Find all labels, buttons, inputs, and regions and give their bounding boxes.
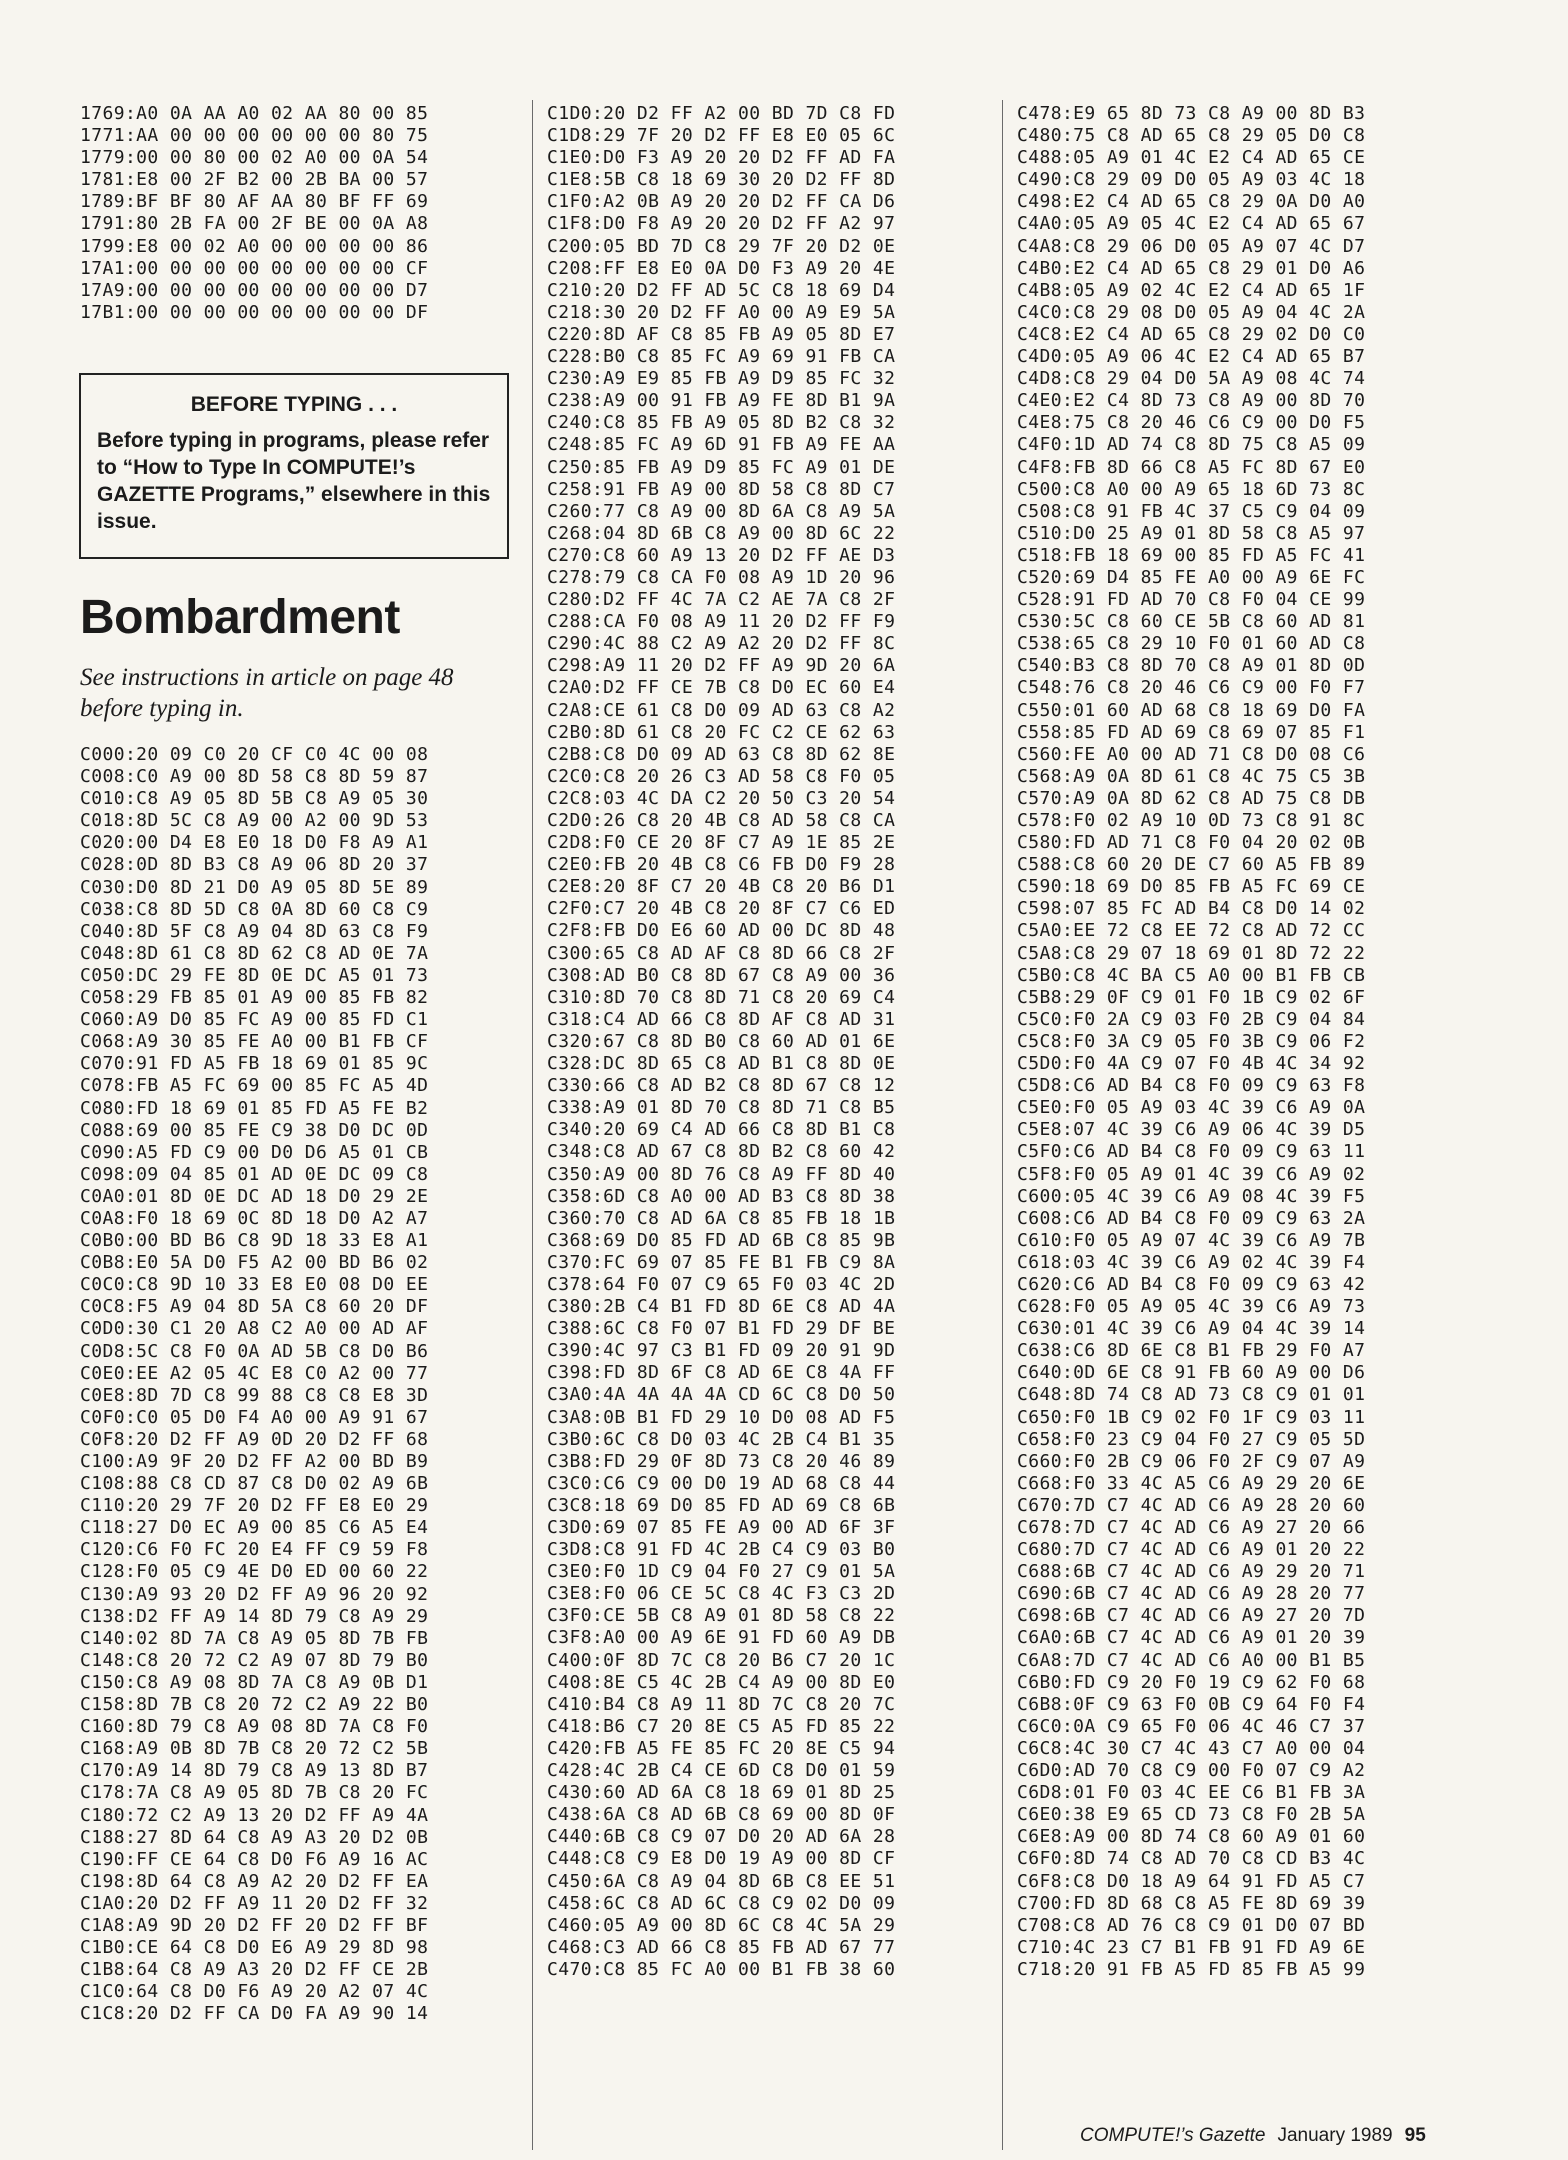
listing-line: C6E8:A9 00 8D 74 C8 60 A9 01 60 (1017, 1826, 1366, 1848)
listing-line: C260:77 C8 A9 00 8D 6A C8 A9 5A (547, 500, 896, 522)
listing-line: C0B0:00 BD B6 C8 9D 18 33 E8 A1 (80, 1230, 429, 1252)
listing-line: C6C8:4C 30 C7 4C 43 C7 A0 00 04 (1017, 1737, 1366, 1759)
listing-line: C528:91 FD AD 70 C8 F0 04 CE 99 (1017, 589, 1366, 611)
listing-line: 17B1:00 00 00 00 00 00 00 00 DF (80, 301, 429, 323)
listing-line: C170:A9 14 8D 79 C8 A9 13 8D B7 (80, 1760, 429, 1782)
listing-line: C638:C6 8D 6E C8 B1 FB 29 F0 A7 (1017, 1340, 1366, 1362)
listing-line: C648:8D 74 C8 AD 73 C8 C9 01 01 (1017, 1384, 1366, 1406)
listing-line: C188:27 8D 64 C8 A9 A3 20 D2 0B (80, 1826, 429, 1848)
listing-line: C6D8:01 F0 03 4C EE C6 B1 FB 3A (1017, 1782, 1366, 1804)
listing-line: C340:20 69 C4 AD 66 C8 8D B1 C8 (547, 1119, 896, 1141)
listing-line: C570:A9 0A 8D 62 C8 AD 75 C8 DB (1017, 787, 1366, 809)
listing-line: C280:D2 FF 4C 7A C2 AE 7A C8 2F (547, 589, 896, 611)
listing-line: C088:69 00 85 FE C9 38 D0 DC 0D (80, 1119, 429, 1141)
listing-line: C5B0:C8 4C BA C5 A0 00 B1 FB CB (1017, 964, 1366, 986)
listing-line: C630:01 4C 39 C6 A9 04 4C 39 14 (1017, 1318, 1366, 1340)
listing-line: C208:FF E8 E0 0A D0 F3 A9 20 4E (547, 257, 896, 279)
listing-line: C0E0:EE A2 05 4C E8 C0 A2 00 77 (80, 1362, 429, 1384)
listing-line: C330:66 C8 AD B2 C8 8D 67 C8 12 (547, 1075, 896, 1097)
listing-line: C180:72 C2 A9 13 20 D2 FF A9 4A (80, 1804, 429, 1826)
listing-line: C0A8:F0 18 69 0C 8D 18 D0 A2 A7 (80, 1207, 429, 1229)
listing-line: C250:85 FB A9 D9 85 FC A9 01 DE (547, 456, 896, 478)
listing-line: C408:8E C5 4C 2B C4 A9 00 8D E0 (547, 1671, 896, 1693)
listing-line: C288:CA F0 08 A9 11 20 D2 FF F9 (547, 611, 896, 633)
listing-line: C2F0:C7 20 4B C8 20 8F C7 C6 ED (547, 898, 896, 920)
listing-line: C5F8:F0 05 A9 01 4C 39 C6 A9 02 (1017, 1163, 1366, 1185)
listing-line: C130:A9 93 20 D2 FF A9 96 20 92 (80, 1583, 429, 1605)
listing-line: C0A0:01 8D 0E DC AD 18 D0 29 2E (80, 1185, 429, 1207)
listing-line: C540:B3 C8 8D 70 C8 A9 01 8D 0D (1017, 655, 1366, 677)
listing-line: C708:C8 AD 76 C8 C9 01 D0 07 BD (1017, 1914, 1366, 1936)
footer-magazine: COMPUTE!’s Gazette (1080, 2125, 1266, 2146)
listing-line: C1A0:20 D2 FF A9 11 20 D2 FF 32 (80, 1892, 429, 1914)
listing-line: C4B8:05 A9 02 4C E2 C4 AD 65 1F (1017, 279, 1366, 301)
listing-line: C1B0:CE 64 C8 D0 E6 A9 29 8D 98 (80, 1937, 429, 1959)
listing-line: C4A0:05 A9 05 4C E2 C4 AD 65 67 (1017, 213, 1366, 235)
listing-line: C588:C8 60 20 DE C7 60 A5 FB 89 (1017, 854, 1366, 876)
listing-line: C490:C8 29 09 D0 05 A9 03 4C 18 (1017, 169, 1366, 191)
listing-line: C128:F0 05 C9 4E D0 ED 00 60 22 (80, 1561, 429, 1583)
listing-line: C6E0:38 E9 65 CD 73 C8 F0 2B 5A (1017, 1804, 1366, 1826)
listing-line: C218:30 20 D2 FF A0 00 A9 E9 5A (547, 301, 896, 323)
listing-line: C518:FB 18 69 00 85 FD A5 FC 41 (1017, 544, 1366, 566)
listing-line: C500:C8 A0 00 A9 65 18 6D 73 8C (1017, 478, 1366, 500)
listing-line: C3D0:69 07 85 FE A9 00 AD 6F 3F (547, 1517, 896, 1538)
listing-line: C0E8:8D 7D C8 99 88 C8 C8 E8 3D (80, 1384, 429, 1406)
listing-line: C520:69 D4 85 FE A0 00 A9 6E FC (1017, 566, 1366, 588)
listing-line: C438:6A C8 AD 6B C8 69 00 8D 0F (547, 1804, 896, 1826)
listing-line: C2E8:20 8F C7 20 4B C8 20 B6 D1 (547, 876, 896, 898)
listing-line: C600:05 4C 39 C6 A9 08 4C 39 F5 (1017, 1185, 1366, 1207)
listing-column-1-top (80, 103, 428, 324)
listing-line: C378:64 F0 07 C9 65 F0 03 4C 2D (547, 1273, 896, 1295)
listing-line: C3F8:A0 00 A9 6E 91 FD 60 A9 DB (547, 1627, 896, 1649)
listing-line: C3A0:4A 4A 4A 4A CD 6C C8 D0 50 (547, 1384, 896, 1406)
listing-line: C6A8:7D C7 4C AD C6 A0 00 B1 B5 (1017, 1649, 1366, 1671)
listing-line: 1769:A0 0A AA A0 02 AA 80 00 85 (80, 103, 429, 124)
listing-line: C420:FB A5 FE 85 FC 20 8E C5 94 (547, 1737, 896, 1759)
listing-line: C240:C8 85 FB A9 05 8D B2 C8 32 (547, 412, 896, 434)
listing-line: C478:E9 65 8D 73 C8 A9 00 8D B3 (1017, 103, 1366, 124)
listing-line: C4F8:FB 8D 66 C8 A5 FC 8D 67 E0 (1017, 456, 1366, 478)
listing-line: C2F8:FB D0 E6 60 AD 00 DC 8D 48 (547, 920, 896, 942)
listing-line: C5D0:F0 4A C9 07 F0 4B 4C 34 92 (1017, 1053, 1366, 1075)
listing-line: C310:8D 70 C8 8D 71 C8 20 69 C4 (547, 986, 896, 1008)
listing-line: C560:FE A0 00 AD 71 C8 D0 08 C6 (1017, 743, 1366, 765)
listing-line: C1E0:D0 F3 A9 20 20 D2 FF AD FA (547, 147, 896, 169)
listing-line: C198:8D 64 C8 A9 A2 20 D2 FF EA (80, 1870, 429, 1892)
listing-line: C368:69 D0 85 FD AD 6B C8 85 9B (547, 1229, 896, 1251)
listing-line: C658:F0 23 C9 04 F0 27 C9 05 5D (1017, 1428, 1366, 1450)
listing-line: C4D8:C8 29 04 D0 5A A9 08 4C 74 (1017, 368, 1366, 390)
listing-line: C278:79 C8 CA F0 08 A9 1D 20 96 (547, 566, 896, 588)
listing-line: C5C8:F0 3A C9 05 F0 3B C9 06 F2 (1017, 1030, 1366, 1052)
listing-line: C590:18 69 D0 85 FB A5 FC 69 CE (1017, 876, 1366, 898)
listing-line: C3A8:0B B1 FD 29 10 D0 08 AD F5 (547, 1406, 896, 1428)
listing-line: C060:A9 D0 85 FC A9 00 85 FD C1 (80, 1009, 429, 1031)
listing-line: C400:0F 8D 7C C8 20 B6 C7 20 1C (547, 1649, 896, 1671)
listing-line: C4E8:75 C8 20 46 C6 C9 00 D0 F5 (1017, 412, 1366, 434)
listing-line: C2B8:C8 D0 09 AD 63 C8 8D 62 8E (547, 743, 896, 765)
listing-line: C468:C3 AD 66 C8 85 FB AD 67 77 (547, 1936, 896, 1958)
listing-line: C0C8:F5 A9 04 8D 5A C8 60 20 DF (80, 1296, 429, 1318)
listing-line: C6A0:6B C7 4C AD C6 A9 01 20 39 (1017, 1627, 1366, 1649)
listing-line: C388:6C C8 F0 07 B1 FD 29 DF BE (547, 1318, 896, 1340)
listing-line: C3C0:C6 C9 00 D0 19 AD 68 C8 44 (547, 1472, 896, 1494)
listing-line: C040:8D 5F C8 A9 04 8D 63 C8 F9 (80, 920, 429, 942)
listing-line: C710:4C 23 C7 B1 FB 91 FD A9 6E (1017, 1936, 1366, 1958)
listing-line: C238:A9 00 91 FB A9 FE 8D B1 9A (547, 390, 896, 412)
listing-line: C140:02 8D 7A C8 A9 05 8D 7B FB (80, 1627, 429, 1649)
listing-line: 17A1:00 00 00 00 00 00 00 00 CF (80, 257, 429, 279)
listing-line: C000:20 09 C0 20 CF C0 4C 00 08 (80, 744, 429, 765)
listing-line: C5C0:F0 2A C9 03 F0 2B C9 04 84 (1017, 1008, 1366, 1030)
listing-line: C4F0:1D AD 74 C8 8D 75 C8 A5 09 (1017, 434, 1366, 456)
listing-line: C3C8:18 69 D0 85 FD AD 69 C8 6B (547, 1494, 896, 1516)
listing-line: C668:F0 33 4C A5 C6 A9 29 20 6E (1017, 1472, 1366, 1494)
listing-line: C628:F0 05 A9 05 4C 39 C6 A9 73 (1017, 1296, 1366, 1318)
listing-line: C098:09 04 85 01 AD 0E DC 09 C8 (80, 1163, 429, 1185)
page-footer (1080, 2125, 1490, 2147)
listing-line: C0C0:C8 9D 10 33 E8 E0 08 D0 EE (80, 1274, 429, 1296)
listing-line: 1799:E8 00 02 A0 00 00 00 00 86 (80, 235, 429, 257)
listing-line: 1791:80 2B FA 00 2F BE 00 0A A8 (80, 213, 429, 235)
listing-line: C338:A9 01 8D 70 C8 8D 71 C8 B5 (547, 1097, 896, 1119)
notice-title: BEFORE TYPING . . . (190, 393, 398, 416)
listing-line: C690:6B C7 4C AD C6 A9 28 20 77 (1017, 1583, 1366, 1605)
listing-line: C178:7A C8 A9 05 8D 7B C8 20 FC (80, 1782, 429, 1804)
listing-line: C2C0:C8 20 26 C3 AD 58 C8 F0 05 (547, 765, 896, 787)
listing-line: C0F0:C0 05 D0 F4 A0 00 A9 91 67 (80, 1406, 429, 1428)
listing-line: C210:20 D2 FF AD 5C C8 18 69 D4 (547, 279, 896, 301)
listing-line: C398:FD 8D 6F C8 AD 6E C8 4A FF (547, 1362, 896, 1384)
listing-line: C498:E2 C4 AD 65 C8 29 0A D0 A0 (1017, 191, 1366, 213)
listing-line: C318:C4 AD 66 C8 8D AF C8 AD 31 (547, 1008, 896, 1030)
listing-line: C300:65 C8 AD AF C8 8D 66 C8 2F (547, 942, 896, 964)
listing-line: C6C0:0A C9 65 F0 06 4C 46 C7 37 (1017, 1715, 1366, 1737)
listing-line: C108:88 C8 CD 87 C8 D0 02 A9 6B (80, 1473, 429, 1495)
listing-line: C2C8:03 4C DA C2 20 50 C3 20 54 (547, 787, 896, 809)
listing-line: C308:AD B0 C8 8D 67 C8 A9 00 36 (547, 964, 896, 986)
listing-line: C1A8:A9 9D 20 D2 FF 20 D2 FF BF (80, 1914, 429, 1936)
listing-line: C2B0:8D 61 C8 20 FC C2 CE 62 63 (547, 721, 896, 743)
listing-line: C018:8D 5C C8 A9 00 A2 00 9D 53 (80, 810, 429, 832)
listing-line: C348:C8 AD 67 C8 8D B2 C8 60 42 (547, 1141, 896, 1163)
listing-line: C6B0:FD C9 20 F0 19 C9 62 F0 68 (1017, 1671, 1366, 1693)
footer-page-number: 95 (1404, 2125, 1426, 2146)
listing-line: C268:04 8D 6B C8 A9 00 8D 6C 22 (547, 522, 896, 544)
listing-line: C470:C8 85 FC A0 00 B1 FB 38 60 (547, 1958, 896, 1980)
listing-line: C1D0:20 D2 FF A2 00 BD 7D C8 FD (547, 103, 896, 124)
listing-line: C4E0:E2 C4 8D 73 C8 A9 00 8D 70 (1017, 390, 1366, 412)
listing-line: C1C0:64 C8 D0 F6 A9 20 A2 07 4C (80, 1981, 429, 2003)
listing-line: C1B8:64 C8 A9 A3 20 D2 FF CE 2B (80, 1959, 429, 1981)
listing-line: C0D8:5C C8 F0 0A AD 5B C8 D0 B6 (80, 1340, 429, 1362)
listing-line: C150:C8 A9 08 8D 7A C8 A9 0B D1 (80, 1671, 429, 1693)
listing-line: C3B8:FD 29 0F 8D 73 C8 20 46 89 (547, 1450, 896, 1472)
listing-column-2 (547, 103, 895, 1981)
listing-line: C160:8D 79 C8 A9 08 8D 7A C8 F0 (80, 1716, 429, 1738)
listing-line: C1C8:20 D2 FF CA D0 FA A9 90 14 (80, 2003, 429, 2025)
listing-column-3 (1017, 103, 1365, 1981)
listing-line: C030:D0 8D 21 D0 A9 05 8D 5E 89 (80, 876, 429, 898)
listing-line: C2E0:FB 20 4B C8 C6 FB D0 F9 28 (547, 854, 896, 876)
listing-line: C0B8:E0 5A D0 F5 A2 00 BD B6 02 (80, 1252, 429, 1274)
listing-line: C688:6B C7 4C AD C6 A9 29 20 71 (1017, 1561, 1366, 1583)
listing-line: C558:85 FD AD 69 C8 69 07 85 F1 (1017, 721, 1366, 743)
listing-line: C5E8:07 4C 39 C6 A9 06 4C 39 D5 (1017, 1119, 1366, 1141)
listing-line: C168:A9 0B 8D 7B C8 20 72 C2 5B (80, 1738, 429, 1760)
before-typing-notice (79, 373, 509, 559)
listing-line: C650:F0 1B C9 02 F0 1F C9 03 11 (1017, 1406, 1366, 1428)
listing-line: C660:F0 2B C9 06 F0 2F C9 07 A9 (1017, 1450, 1366, 1472)
listing-line: C120:C6 F0 FC 20 E4 FF C9 59 F8 (80, 1539, 429, 1561)
listing-line: C028:0D 8D B3 C8 A9 06 8D 20 37 (80, 854, 429, 876)
listing-line: C200:05 BD 7D C8 29 7F 20 D2 0E (547, 235, 896, 257)
listing-line: C608:C6 AD B4 C8 F0 09 C9 63 2A (1017, 1207, 1366, 1229)
listing-line: C4D0:05 A9 06 4C E2 C4 AD 65 B7 (1017, 346, 1366, 368)
listing-line: C578:F0 02 A9 10 0D 73 C8 91 8C (1017, 810, 1366, 831)
listing-line: C5A0:EE 72 C8 EE 72 C8 AD 72 CC (1017, 920, 1366, 942)
listing-line: C228:B0 C8 85 FC A9 69 91 FB CA (547, 346, 896, 368)
listing-line: C700:FD 8D 68 C8 A5 FE 8D 69 39 (1017, 1892, 1366, 1914)
listing-line: 1779:00 00 80 00 02 A0 00 0A 54 (80, 147, 429, 169)
listing-line: C068:A9 30 85 FE A0 00 B1 FB CF (80, 1031, 429, 1053)
listing-line: C550:01 60 AD 68 C8 18 69 D0 FA (1017, 699, 1366, 721)
listing-line: C1F8:D0 F8 A9 20 20 D2 FF A2 97 (547, 213, 896, 235)
listing-line: C530:5C C8 60 CE 5B C8 60 AD 81 (1017, 611, 1366, 633)
listing-line: C488:05 A9 01 4C E2 C4 AD 65 CE (1017, 147, 1366, 169)
listing-line: C718:20 91 FB A5 FD 85 FB A5 99 (1017, 1958, 1366, 1980)
listing-line: C610:F0 05 A9 07 4C 39 C6 A9 7B (1017, 1229, 1366, 1251)
notice-body: Before typing in programs, please refer to “How to Type In COMPUTE!’s GAZETTE Programs,” elsewhere in this issue. (97, 429, 491, 533)
listing-line: C5B8:29 0F C9 01 F0 1B C9 02 6F (1017, 986, 1366, 1008)
listing-line: C090:A5 FD C9 00 D0 D6 A5 01 CB (80, 1141, 429, 1163)
listing-line: C670:7D C7 4C AD C6 A9 28 20 60 (1017, 1494, 1366, 1516)
listing-line: C190:FF CE 64 C8 D0 F6 A9 16 AC (80, 1848, 429, 1870)
listing-line: C3E8:F0 06 CE 5C C8 4C F3 C3 2D (547, 1583, 896, 1605)
listing-line: C258:91 FB A9 00 8D 58 C8 8D C7 (547, 478, 896, 500)
listing-line: C020:00 D4 E8 E0 18 D0 F8 A9 A1 (80, 832, 429, 854)
listing-line: C2A8:CE 61 C8 D0 09 AD 63 C8 A2 (547, 699, 896, 721)
listing-line: C508:C8 91 FB 4C 37 C5 C9 04 09 (1017, 500, 1366, 522)
listing-line: C010:C8 A9 05 8D 5B C8 A9 05 30 (80, 788, 429, 810)
listing-line: C320:67 C8 8D B0 C8 60 AD 01 6E (547, 1030, 896, 1052)
listing-line: C6B8:0F C9 63 F0 0B C9 64 F0 F4 (1017, 1693, 1366, 1715)
listing-line: C6F8:C8 D0 18 A9 64 91 FD A5 C7 (1017, 1870, 1366, 1892)
listing-line: 1771:AA 00 00 00 00 00 00 80 75 (80, 125, 429, 147)
listing-line: C5A8:C8 29 07 18 69 01 8D 72 22 (1017, 942, 1366, 964)
column-divider-2 (1002, 100, 1003, 2150)
listing-line: C3D8:C8 91 FD 4C 2B C4 C9 03 B0 (547, 1539, 896, 1561)
listing-line: C450:6A C8 A9 04 8D 6B C8 EE 51 (547, 1870, 896, 1892)
listing-line: C430:60 AD 6A C8 18 69 01 8D 25 (547, 1782, 896, 1804)
listing-line: C008:C0 A9 00 8D 58 C8 8D 59 87 (80, 766, 429, 788)
listing-line: C2D0:26 C8 20 4B C8 AD 58 C8 CA (547, 810, 896, 831)
listing-line: C5F0:C6 AD B4 C8 F0 09 C9 63 11 (1017, 1141, 1366, 1163)
listing-line: C428:4C 2B C4 CE 6D C8 D0 01 59 (547, 1760, 896, 1782)
listing-line: C618:03 4C 39 C6 A9 02 4C 39 F4 (1017, 1251, 1366, 1273)
listing-line: C270:C8 60 A9 13 20 D2 FF AE D3 (547, 544, 896, 566)
listing-line: C4A8:C8 29 06 D0 05 A9 07 4C D7 (1017, 235, 1366, 257)
article-title: Bombardment (80, 591, 400, 644)
listing-line: C580:FD AD 71 C8 F0 04 20 02 0B (1017, 832, 1366, 854)
listing-line: C460:05 A9 00 8D 6C C8 4C 5A 29 (547, 1914, 896, 1936)
listing-line: C4C0:C8 29 08 D0 05 A9 04 4C 2A (1017, 301, 1366, 323)
listing-line: C458:6C C8 AD 6C C8 C9 02 D0 09 (547, 1892, 896, 1914)
listing-line: C118:27 D0 EC A9 00 85 C6 A5 E4 (80, 1517, 429, 1539)
listing-line: C418:B6 C7 20 8E C5 A5 FD 85 22 (547, 1715, 896, 1737)
footer-date: January 1989 (1277, 2125, 1393, 2146)
listing-line: C298:A9 11 20 D2 FF A9 9D 20 6A (547, 655, 896, 677)
listing-line: C078:FB A5 FC 69 00 85 FC A5 4D (80, 1075, 429, 1097)
listing-line: C100:A9 9F 20 D2 FF A2 00 BD B9 (80, 1451, 429, 1472)
listing-line: C358:6D C8 A0 00 AD B3 C8 8D 38 (547, 1185, 896, 1207)
listing-line: C350:A9 00 8D 76 C8 A9 FF 8D 40 (547, 1163, 896, 1185)
listing-line: C048:8D 61 C8 8D 62 C8 AD 0E 7A (80, 942, 429, 964)
listing-line: C3F0:CE 5B C8 A9 01 8D 58 C8 22 (547, 1605, 896, 1627)
listing-line: C480:75 C8 AD 65 C8 29 05 D0 C8 (1017, 125, 1366, 147)
listing-line: C290:4C 88 C2 A9 A2 20 D2 FF 8C (547, 633, 896, 655)
listing-line: C6F0:8D 74 C8 AD 70 C8 CD B3 4C (1017, 1848, 1366, 1870)
listing-line: 17A9:00 00 00 00 00 00 00 00 D7 (80, 279, 429, 301)
listing-line: C3E0:F0 1D C9 04 F0 27 C9 01 5A (547, 1561, 896, 1583)
listing-line: 1781:E8 00 2F B2 00 2B BA 00 57 (80, 169, 429, 191)
listing-line: C038:C8 8D 5D C8 0A 8D 60 C8 C9 (80, 898, 429, 920)
listing-line: C328:DC 8D 65 C8 AD B1 C8 8D 0E (547, 1053, 896, 1075)
listing-column-1 (80, 744, 428, 2025)
listing-line: 1789:BF BF 80 AF AA 80 BF FF 69 (80, 191, 429, 213)
listing-line: C4C8:E2 C4 AD 65 C8 29 02 D0 C0 (1017, 323, 1366, 345)
listing-line: C538:65 C8 29 10 F0 01 60 AD C8 (1017, 633, 1366, 655)
listing-line: C678:7D C7 4C AD C6 A9 27 20 66 (1017, 1517, 1366, 1538)
listing-line: C3B0:6C C8 D0 03 4C 2B C4 B1 35 (547, 1428, 896, 1450)
listing-line: C2D8:F0 CE 20 8F C7 A9 1E 85 2E (547, 832, 896, 854)
listing-line: C640:0D 6E C8 91 FB 60 A9 00 D6 (1017, 1362, 1366, 1384)
listing-line: C568:A9 0A 8D 61 C8 4C 75 C5 3B (1017, 765, 1366, 787)
listing-line: C220:8D AF C8 85 FB A9 05 8D E7 (547, 323, 896, 345)
listing-line: C6D0:AD 70 C8 C9 00 F0 07 C9 A2 (1017, 1760, 1366, 1782)
listing-line: C080:FD 18 69 01 85 FD A5 FE B2 (80, 1097, 429, 1119)
listing-line: C390:4C 97 C3 B1 FD 09 20 91 9D (547, 1340, 896, 1362)
listing-line: C5D8:C6 AD B4 C8 F0 09 C9 63 F8 (1017, 1075, 1366, 1097)
listing-line: C448:C8 C9 E8 D0 19 A9 00 8D CF (547, 1848, 896, 1870)
listing-line: C148:C8 20 72 C2 A9 07 8D 79 B0 (80, 1649, 429, 1671)
listing-line: C1F0:A2 0B A9 20 20 D2 FF CA D6 (547, 191, 896, 213)
column-divider-1 (532, 100, 533, 2150)
listing-line: C2A0:D2 FF CE 7B C8 D0 EC 60 E4 (547, 677, 896, 699)
listing-line: C510:D0 25 A9 01 8D 58 C8 A5 97 (1017, 522, 1366, 544)
listing-line: C070:91 FD A5 FB 18 69 01 85 9C (80, 1053, 429, 1075)
listing-line: C1E8:5B C8 18 69 30 20 D2 FF 8D (547, 169, 896, 191)
listing-line: C680:7D C7 4C AD C6 A9 01 20 22 (1017, 1539, 1366, 1561)
listing-line: C0F8:20 D2 FF A9 0D 20 D2 FF 68 (80, 1428, 429, 1450)
listing-line: C138:D2 FF A9 14 8D 79 C8 A9 29 (80, 1605, 429, 1627)
listing-line: C410:B4 C8 A9 11 8D 7C C8 20 7C (547, 1693, 896, 1715)
listing-line: C380:2B C4 B1 FD 8D 6E C8 AD 4A (547, 1296, 896, 1318)
listing-line: C050:DC 29 FE 8D 0E DC A5 01 73 (80, 964, 429, 986)
listing-line: C440:6B C8 C9 07 D0 20 AD 6A 28 (547, 1826, 896, 1848)
listing-line: C4B0:E2 C4 AD 65 C8 29 01 D0 A6 (1017, 257, 1366, 279)
listing-line: C158:8D 7B C8 20 72 C2 A9 22 B0 (80, 1694, 429, 1716)
listing-line: C698:6B C7 4C AD C6 A9 27 20 7D (1017, 1605, 1366, 1627)
listing-line: C620:C6 AD B4 C8 F0 09 C9 63 42 (1017, 1273, 1366, 1295)
listing-line: C110:20 29 7F 20 D2 FF E8 E0 29 (80, 1495, 429, 1517)
listing-line: C230:A9 E9 85 FB A9 D9 85 FC 32 (547, 368, 896, 390)
listing-line: C248:85 FC A9 6D 91 FB A9 FE AA (547, 434, 896, 456)
article-subtitle: See instructions in article on page 48 before typing in. (80, 664, 454, 722)
listing-line: C5E0:F0 05 A9 03 4C 39 C6 A9 0A (1017, 1097, 1366, 1119)
listing-line: C0D0:30 C1 20 A8 C2 A0 00 AD AF (80, 1318, 429, 1340)
listing-line: C360:70 C8 AD 6A C8 85 FB 18 1B (547, 1207, 896, 1229)
listing-line: C370:FC 69 07 85 FE B1 FB C9 8A (547, 1251, 896, 1273)
listing-line: C058:29 FB 85 01 A9 00 85 FB 82 (80, 987, 429, 1009)
listing-line: C548:76 C8 20 46 C6 C9 00 F0 F7 (1017, 677, 1366, 699)
listing-line: C1D8:29 7F 20 D2 FF E8 E0 05 6C (547, 125, 896, 147)
listing-line: C598:07 85 FC AD B4 C8 D0 14 02 (1017, 898, 1366, 920)
